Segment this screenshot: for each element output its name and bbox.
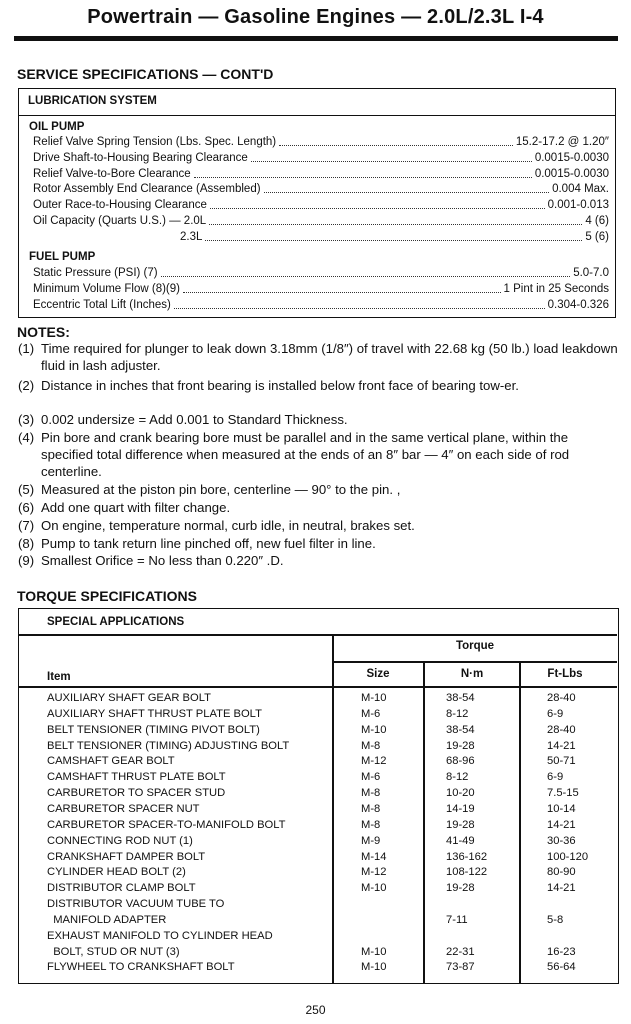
note-text: Pump to tank return line pinched off, new fuel filter in line. [41,536,376,551]
torque-ftlbs-cell: 28-40 [547,723,576,736]
fuel-pump-heading: FUEL PUMP [29,251,96,263]
spec-label: Eccentric Total Lift (Inches) [33,298,171,311]
torque-nm-cell: 108-122 [446,866,488,879]
leader-dots [174,298,545,309]
leader-dots [279,135,513,146]
leader-dots [183,282,501,293]
torque-specs-table [18,608,619,984]
spec-value: 0.004 Max. [552,183,609,196]
torque-size-cell: M-10 [361,945,387,958]
note-text: On engine, temperature normal, curb idle, in neutral, brakes set. [41,518,415,533]
column-header-size: Size [366,668,390,680]
torque-nm-cell: 73-87 [446,961,475,974]
table-divider [19,686,617,688]
note-item [18,481,620,498]
torque-nm-cell: 8-12 [446,707,469,720]
column-header-ftlbs: Ft-Lbs [547,668,583,680]
torque-ftlbs-cell: 14-21 [547,882,576,895]
spec-value: 5 (6) [585,230,609,243]
torque-nm-cell: 19-28 [446,739,475,752]
spec-value: 0.304-0.326 [547,298,609,311]
leader-dots [209,214,582,225]
note-item [18,340,620,374]
note-item [18,377,620,394]
torque-nm-cell: 41-49 [446,834,475,847]
column-divider [519,661,521,983]
torque-size-cell: M-6 [361,707,381,720]
note-text: Time required for plunger to leak down 3.18mm (1/8″) of travel with 22.68 kg (50 lb.) load leakdown fluid in lash adjuster. [41,341,618,373]
leader-dots [161,266,571,277]
spec-value: 0.0015-0.0030 [534,151,609,164]
spec-label: Rotor Assembly End Clearance (Assembled) [33,183,261,196]
torque-item-cell: CAMSHAFT THRUST PLATE BOLT [47,771,226,784]
spec-label: Minimum Volume Flow (8)(9) [33,282,180,295]
note-item [18,499,620,516]
note-item [18,535,620,552]
spec-value: 0.0015-0.0030 [534,167,609,180]
torque-item-cell: BELT TENSIONER (TIMING) ADJUSTING BOLT [47,739,290,752]
torque-item-cell: BOLT, STUD OR NUT (3) [47,945,180,958]
note-number: (4) [18,430,35,445]
torque-ftlbs-cell: 5-8 [547,913,564,926]
torque-nm-cell: 19-28 [446,818,475,831]
note-text: Distance in inches that front bearing is installed below front face of bearing tow-er. [41,378,519,393]
torque-size-cell: M-8 [361,787,381,800]
torque-nm-cell: 136-162 [446,850,488,863]
note-item [18,411,620,428]
table-divider [19,634,617,636]
torque-item-cell: CARBURETOR SPACER NUT [47,802,200,815]
column-header-nm: N·m [460,668,484,680]
torque-ftlbs-cell: 30-36 [547,834,576,847]
leader-dots [194,167,532,178]
torque-nm-cell: 19-28 [446,882,475,895]
torque-item-cell: MANIFOLD ADAPTER [47,913,167,926]
torque-size-cell: M-14 [361,850,387,863]
torque-item-cell: CARBURETOR TO SPACER STUD [47,787,226,800]
spec-label: Outer Race-to-Housing Clearance [33,199,207,212]
note-text: Add one quart with filter change. [41,500,231,515]
torque-nm-cell: 68-96 [446,755,475,768]
torque-size-cell: M-8 [361,818,381,831]
torque-ftlbs-cell: 6-9 [547,707,564,720]
lubrication-system-box [18,88,616,318]
torque-ftlbs-cell: 14-21 [547,739,576,752]
torque-item-cell: CAMSHAFT GEAR BOLT [47,755,175,768]
leader-dots [251,151,532,162]
lubrication-box-header [19,89,615,116]
spec-value: 15.2-17.2 @ 1.20″ [515,136,609,148]
torque-ftlbs-cell: 10-14 [547,802,576,815]
torque-item-cell: EXHAUST MANIFOLD TO CYLINDER HEAD [47,929,273,942]
torque-ftlbs-cell: 6-9 [547,771,564,784]
torque-item-cell: CRANKSHAFT DAMPER BOLT [47,850,206,863]
special-applications-title: SPECIAL APPLICATIONS [47,616,185,628]
spec-value: 1 Pint in 25 Seconds [503,282,609,295]
leader-dots [264,182,550,193]
note-number: (6) [18,500,35,515]
torque-item-cell: AUXILIARY SHAFT THRUST PLATE BOLT [47,707,262,720]
note-item [18,429,620,480]
note-number: (1) [18,341,35,356]
column-header-item: Item [47,671,71,683]
torque-specs-heading: TORQUE SPECIFICATIONS [17,588,197,604]
torque-size-cell: M-12 [361,755,387,768]
torque-size-cell: M-10 [361,723,387,736]
spec-row [33,167,609,181]
spec-row [33,230,609,244]
page-number: 250 [305,1003,326,1017]
torque-nm-cell: 7-11 [446,913,468,926]
torque-item-cell: DISTRIBUTOR CLAMP BOLT [47,882,196,895]
torque-nm-cell: 10-20 [446,787,475,800]
column-divider [332,634,334,983]
note-number: (2) [18,378,35,393]
note-number: (3) [18,412,35,427]
note-item [18,552,620,569]
torque-ftlbs-cell: 50-71 [547,755,576,768]
spec-row [33,282,609,296]
torque-ftlbs-cell: 28-40 [547,692,576,704]
spec-label: Relief Valve Spring Tension (Lbs. Spec. Length) [33,136,277,148]
service-specs-heading: SERVICE SPECIFICATIONS — CONT'D [17,66,274,82]
torque-ftlbs-cell: 7.5-15 [547,787,579,800]
torque-size-cell: M-8 [361,739,381,752]
spec-label: Static Pressure (PSI) (7) [33,267,158,279]
torque-ftlbs-cell: 56-64 [547,961,576,974]
torque-size-cell: M-9 [361,834,381,847]
torque-ftlbs-cell: 100-120 [547,850,589,863]
torque-item-cell: CYLINDER HEAD BOLT (2) [47,866,186,879]
note-number: (5) [18,482,35,497]
torque-size-cell: M-8 [361,802,381,815]
lubrication-box-title: LUBRICATION SYSTEM [28,95,157,107]
spec-value: 4 (6) [585,215,609,227]
torque-item-cell: CONNECTING ROD NUT (1) [47,834,193,847]
note-text: Pin bore and crank bearing bore must be parallel and in the same vertical plane, within the specified total difference when measured at the ends of an 8″ bar — 4″ on each side of rod centerline. [41,430,570,479]
page-title: Powertrain — Gasoline Engines — 2.0L/2.3L I-4 [87,6,544,28]
note-text: Measured at the piston pin bore, centerline — 90° to the pin. , [41,482,401,497]
note-number: (8) [18,536,35,551]
title-rule [14,36,618,41]
spec-value: 0.001-0.013 [547,199,609,212]
column-divider [423,661,425,983]
torque-ftlbs-cell: 80-90 [547,866,576,879]
notes-heading: NOTES: [17,324,70,340]
torque-item-cell: BELT TENSIONER (TIMING PIVOT BOLT) [47,723,260,736]
leader-dots [205,230,582,241]
spec-row [33,214,609,228]
oil-pump-heading: OIL PUMP [29,121,85,133]
spec-value: 5.0-7.0 [573,267,609,279]
spec-label: 2.3L [33,230,203,243]
note-text: Smallest Orifice = No less than 0.220″ .D. [41,553,284,568]
torque-item-cell: AUXILIARY SHAFT GEAR BOLT [47,692,211,704]
spec-label: Oil Capacity (Quarts U.S.) — 2.0L [33,215,207,227]
torque-ftlbs-cell: 16-23 [547,945,576,958]
torque-group-header: Torque [455,640,495,652]
torque-item-cell: FLYWHEEL TO CRANKSHAFT BOLT [47,961,235,974]
spec-row [33,182,609,196]
leader-dots [210,198,545,209]
torque-item-cell: CARBURETOR SPACER-TO-MANIFOLD BOLT [47,818,286,831]
spec-row [33,198,609,212]
spec-row [33,135,609,149]
spec-row [33,266,609,280]
torque-size-cell: M-10 [361,961,387,974]
spec-row [33,151,609,165]
torque-nm-cell: 22-31 [446,945,475,958]
torque-size-cell: M-10 [361,692,387,704]
note-item [18,517,620,534]
spec-row [33,298,609,312]
torque-nm-cell: 8-12 [446,771,469,784]
torque-ftlbs-cell: 14-21 [547,818,576,831]
torque-item-cell: DISTRIBUTOR VACUUM TUBE TO [47,898,225,911]
torque-nm-cell: 38-54 [446,692,475,704]
note-text: 0.002 undersize = Add 0.001 to Standard Thickness. [41,412,348,427]
table-divider [332,661,617,663]
spec-label: Drive Shaft-to-Housing Bearing Clearance [33,151,248,164]
torque-size-cell: M-6 [361,771,381,784]
torque-nm-cell: 38-54 [446,723,475,736]
note-number: (9) [18,553,35,568]
torque-nm-cell: 14-19 [446,802,475,815]
torque-size-cell: M-12 [361,866,387,879]
spec-label: Relief Valve-to-Bore Clearance [33,167,191,180]
note-number: (7) [18,518,35,533]
torque-size-cell: M-10 [361,882,387,895]
